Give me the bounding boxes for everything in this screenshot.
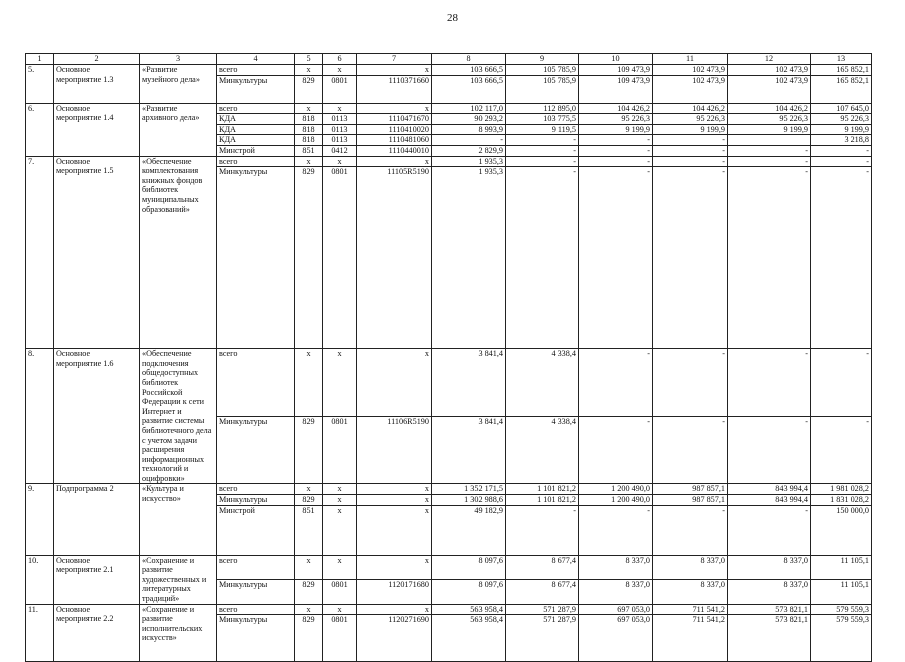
code-cell: 0113 (323, 114, 357, 125)
column-header: 4 (217, 54, 295, 65)
amount-cell: 571 287,9 (506, 615, 579, 662)
amount-cell: 987 857,1 (653, 495, 728, 506)
executor-cell: Минкультуры (217, 75, 295, 103)
executor-cell: Минкультуры (217, 167, 295, 349)
code-cell: 851 (295, 505, 323, 555)
program-name-cell: «Обеспечение комплектования книжных фондов библиотек муниципальных образований» (140, 156, 217, 349)
executor-cell: Минстрой (217, 505, 295, 555)
amount-cell: - (506, 145, 579, 156)
code-cell: x (295, 65, 323, 76)
executor-cell: всего (217, 604, 295, 615)
executor-cell: всего (217, 156, 295, 167)
event-name-cell: Основное мероприятие 1.4 (54, 103, 140, 156)
table-row (26, 555, 872, 579)
amount-cell: - (728, 349, 811, 417)
table-row (26, 65, 872, 76)
amount-cell: 112 895,0 (506, 103, 579, 114)
amount-cell: - (506, 167, 579, 349)
amount-cell: 8 677,4 (506, 580, 579, 604)
row-number-cell: 7. (26, 156, 54, 349)
code-cell: x (295, 604, 323, 615)
amount-cell: 8 677,4 (506, 555, 579, 579)
amount-cell: - (653, 505, 728, 555)
code-cell: x (323, 349, 357, 417)
code-cell: 0801 (323, 167, 357, 349)
code-cell: 818 (295, 124, 323, 135)
budget-table (25, 53, 872, 662)
amount-cell: 102 117,0 (432, 103, 506, 114)
amount-cell: - (579, 145, 653, 156)
code-cell: x (323, 65, 357, 76)
code-cell: 1110410020 (357, 124, 432, 135)
amount-cell: 1 981 028,2 (811, 484, 872, 495)
event-name-cell: Основное мероприятие 2.2 (54, 604, 140, 662)
amount-cell: 8 097,6 (432, 555, 506, 579)
code-cell: 829 (295, 416, 323, 484)
program-name-cell: «Культура и искусство» (140, 484, 217, 555)
executor-cell: всего (217, 555, 295, 579)
amount-cell: 697 053,0 (579, 615, 653, 662)
amount-cell: 95 226,3 (811, 114, 872, 125)
column-header: 3 (140, 54, 217, 65)
amount-cell: 9 199,9 (579, 124, 653, 135)
column-header: 10 (579, 54, 653, 65)
amount-cell: 11 105,1 (811, 580, 872, 604)
code-cell: 829 (295, 615, 323, 662)
amount-cell: 1 831 028,2 (811, 495, 872, 506)
amount-cell: 2 829,9 (432, 145, 506, 156)
code-cell: x (323, 505, 357, 555)
executor-cell: Минкультуры (217, 615, 295, 662)
amount-cell: 11 105,1 (811, 555, 872, 579)
amount-cell: - (811, 156, 872, 167)
code-cell: x (323, 495, 357, 506)
amount-cell: - (811, 416, 872, 484)
amount-cell: - (653, 145, 728, 156)
code-cell: 1110440010 (357, 145, 432, 156)
amount-cell: - (579, 349, 653, 417)
table-body (26, 54, 872, 662)
code-cell: 0801 (323, 615, 357, 662)
amount-cell: 105 785,9 (506, 65, 579, 76)
row-number-cell: 8. (26, 349, 54, 484)
event-name-cell: Подпрограмма 2 (54, 484, 140, 555)
amount-cell: 1 352 171,5 (432, 484, 506, 495)
amount-cell: - (728, 145, 811, 156)
program-name-cell: «Развитие музейного дела» (140, 65, 217, 104)
amount-cell: 563 958,4 (432, 604, 506, 615)
amount-cell: 90 293,2 (432, 114, 506, 125)
code-cell: 11105R5190 (357, 167, 432, 349)
amount-cell: 843 994,4 (728, 495, 811, 506)
code-cell: 829 (295, 75, 323, 103)
event-name-cell: Основное мероприятие 1.6 (54, 349, 140, 484)
amount-cell: 9 199,9 (811, 124, 872, 135)
table-row (26, 604, 872, 615)
code-cell: x (357, 65, 432, 76)
amount-cell: 3 218,8 (811, 135, 872, 146)
amount-cell: - (728, 156, 811, 167)
code-cell: 818 (295, 135, 323, 146)
amount-cell: 8 337,0 (728, 580, 811, 604)
amount-cell: 1 101 821,2 (506, 484, 579, 495)
amount-cell: 9 199,9 (728, 124, 811, 135)
executor-cell: всего (217, 349, 295, 417)
column-header: 8 (432, 54, 506, 65)
code-cell: x (357, 484, 432, 495)
amount-cell: - (579, 416, 653, 484)
amount-cell: - (728, 416, 811, 484)
amount-cell: 843 994,4 (728, 484, 811, 495)
executor-cell: КДА (217, 135, 295, 146)
row-number-cell: 10. (26, 555, 54, 604)
amount-cell: - (728, 505, 811, 555)
amount-cell: - (653, 156, 728, 167)
amount-cell: - (653, 135, 728, 146)
code-cell: x (323, 604, 357, 615)
program-name-cell: «Сохранение и развитие художественных и литературных традиций» (140, 555, 217, 604)
amount-cell: 109 473,9 (579, 75, 653, 103)
code-cell: 0113 (323, 124, 357, 135)
amount-cell: 8 993,9 (432, 124, 506, 135)
amount-cell: 102 473,9 (653, 65, 728, 76)
amount-cell: 95 226,3 (653, 114, 728, 125)
amount-cell: - (811, 145, 872, 156)
code-cell: x (323, 156, 357, 167)
amount-cell: 1 101 821,2 (506, 495, 579, 506)
code-cell: x (295, 555, 323, 579)
amount-cell: 95 226,3 (579, 114, 653, 125)
amount-cell: 8 337,0 (653, 555, 728, 579)
code-cell: x (295, 484, 323, 495)
column-header: 2 (54, 54, 140, 65)
amount-cell: - (506, 135, 579, 146)
amount-cell: - (506, 156, 579, 167)
code-cell: x (323, 555, 357, 579)
table-row (26, 349, 872, 417)
amount-cell: - (579, 156, 653, 167)
code-cell: 1120171680 (357, 580, 432, 604)
code-cell: x (295, 156, 323, 167)
amount-cell: 165 852,1 (811, 65, 872, 76)
code-cell: 0801 (323, 416, 357, 484)
amount-cell: 165 852,1 (811, 75, 872, 103)
amount-cell: - (579, 167, 653, 349)
code-cell: 1120271690 (357, 615, 432, 662)
amount-cell (728, 135, 811, 146)
amount-cell: 8 097,6 (432, 580, 506, 604)
amount-cell: 1 200 490,0 (579, 495, 653, 506)
code-cell: x (323, 103, 357, 114)
amount-cell: 102 473,9 (728, 75, 811, 103)
amount-cell: 150 000,0 (811, 505, 872, 555)
code-cell: 0412 (323, 145, 357, 156)
table-row (26, 156, 872, 167)
code-cell: x (357, 349, 432, 417)
amount-cell: 8 337,0 (653, 580, 728, 604)
executor-cell: КДА (217, 124, 295, 135)
program-name-cell: «Развитие архивного дела» (140, 103, 217, 156)
amount-cell: 109 473,9 (579, 65, 653, 76)
amount-cell: 104 426,2 (728, 103, 811, 114)
amount-cell: 711 541,2 (653, 604, 728, 615)
code-cell: 851 (295, 145, 323, 156)
header-row (26, 54, 872, 65)
amount-cell: 3 841,4 (432, 416, 506, 484)
code-cell: x (357, 495, 432, 506)
amount-cell: 102 473,9 (728, 65, 811, 76)
amount-cell: 104 426,2 (653, 103, 728, 114)
executor-cell: Минкультуры (217, 580, 295, 604)
amount-cell: - (579, 505, 653, 555)
amount-cell: 8 337,0 (579, 555, 653, 579)
executor-cell: всего (217, 65, 295, 76)
amount-cell: 573 821,1 (728, 604, 811, 615)
column-header: 12 (728, 54, 811, 65)
code-cell: x (357, 156, 432, 167)
code-cell: 11106R5190 (357, 416, 432, 484)
executor-cell: Минкультуры (217, 495, 295, 506)
column-header: 7 (357, 54, 432, 65)
row-number-cell: 11. (26, 604, 54, 662)
executor-cell: Минкультуры (217, 416, 295, 484)
column-header: 6 (323, 54, 357, 65)
executor-cell: КДА (217, 114, 295, 125)
amount-cell: 579 559,3 (811, 604, 872, 615)
amount-cell: - (653, 167, 728, 349)
amount-cell: 103 775,5 (506, 114, 579, 125)
code-cell: 0801 (323, 75, 357, 103)
amount-cell: 103 666,5 (432, 75, 506, 103)
code-cell: 829 (295, 495, 323, 506)
amount-cell: 579 559,3 (811, 615, 872, 662)
executor-cell: Минстрой (217, 145, 295, 156)
code-cell: 1110471670 (357, 114, 432, 125)
code-cell: 829 (295, 580, 323, 604)
row-number-cell: 6. (26, 103, 54, 156)
code-cell: 829 (295, 167, 323, 349)
code-cell: x (357, 604, 432, 615)
event-name-cell: Основное мероприятие 1.3 (54, 65, 140, 104)
code-cell: 0113 (323, 135, 357, 146)
amount-cell: 1 200 490,0 (579, 484, 653, 495)
column-header: 5 (295, 54, 323, 65)
code-cell: x (323, 484, 357, 495)
amount-cell: 563 958,4 (432, 615, 506, 662)
amount-cell: - (811, 349, 872, 417)
code-cell: x (357, 505, 432, 555)
program-name-cell: «Обеспечение подключения общедоступных библиотек Российской Федерации к сети Интернет и развитие системы библиотечного дела с учетом задачи расширения информационных технологий и оцифровки» (140, 349, 217, 484)
amount-cell: - (811, 167, 872, 349)
code-cell: 1110371660 (357, 75, 432, 103)
amount-cell: - (728, 167, 811, 349)
amount-cell: 103 666,5 (432, 65, 506, 76)
amount-cell: 107 645,0 (811, 103, 872, 114)
page-number: 28 (447, 12, 458, 24)
amount-cell: 9 119,5 (506, 124, 579, 135)
amount-cell: 573 821,1 (728, 615, 811, 662)
executor-cell: всего (217, 484, 295, 495)
column-header: 11 (653, 54, 728, 65)
code-cell: x (357, 103, 432, 114)
code-cell: 1110481060 (357, 135, 432, 146)
amount-cell: 4 338,4 (506, 349, 579, 417)
code-cell: 0801 (323, 580, 357, 604)
amount-cell: 697 053,0 (579, 604, 653, 615)
amount-cell: 8 337,0 (728, 555, 811, 579)
amount-cell: 3 841,4 (432, 349, 506, 417)
column-header: 9 (506, 54, 579, 65)
amount-cell: 104 426,2 (579, 103, 653, 114)
amount-cell: - (653, 349, 728, 417)
code-cell: x (357, 555, 432, 579)
amount-cell: 9 199,9 (653, 124, 728, 135)
amount-cell: - (653, 416, 728, 484)
code-cell: x (295, 349, 323, 417)
executor-cell: всего (217, 103, 295, 114)
amount-cell: 1 935,3 (432, 156, 506, 167)
program-name-cell: «Сохранение и развитие исполнительских искусств» (140, 604, 217, 662)
amount-cell: 4 338,4 (506, 416, 579, 484)
event-name-cell: Основное мероприятие 1.5 (54, 156, 140, 349)
amount-cell: - (506, 505, 579, 555)
amount-cell: 95 226,3 (728, 114, 811, 125)
column-header: 13 (811, 54, 872, 65)
amount-cell: 8 337,0 (579, 580, 653, 604)
event-name-cell: Основное мероприятие 2.1 (54, 555, 140, 604)
amount-cell: 571 287,9 (506, 604, 579, 615)
table-row (26, 484, 872, 495)
amount-cell: - (579, 135, 653, 146)
row-number-cell: 5. (26, 65, 54, 104)
amount-cell: 49 182,9 (432, 505, 506, 555)
code-cell: 818 (295, 114, 323, 125)
amount-cell: 105 785,9 (506, 75, 579, 103)
amount-cell: - (432, 135, 506, 146)
amount-cell: 987 857,1 (653, 484, 728, 495)
table-row (26, 103, 872, 114)
column-header: 1 (26, 54, 54, 65)
amount-cell: 102 473,9 (653, 75, 728, 103)
amount-cell: 1 935,3 (432, 167, 506, 349)
amount-cell: 711 541,2 (653, 615, 728, 662)
amount-cell: 1 302 988,6 (432, 495, 506, 506)
code-cell: x (295, 103, 323, 114)
row-number-cell: 9. (26, 484, 54, 555)
